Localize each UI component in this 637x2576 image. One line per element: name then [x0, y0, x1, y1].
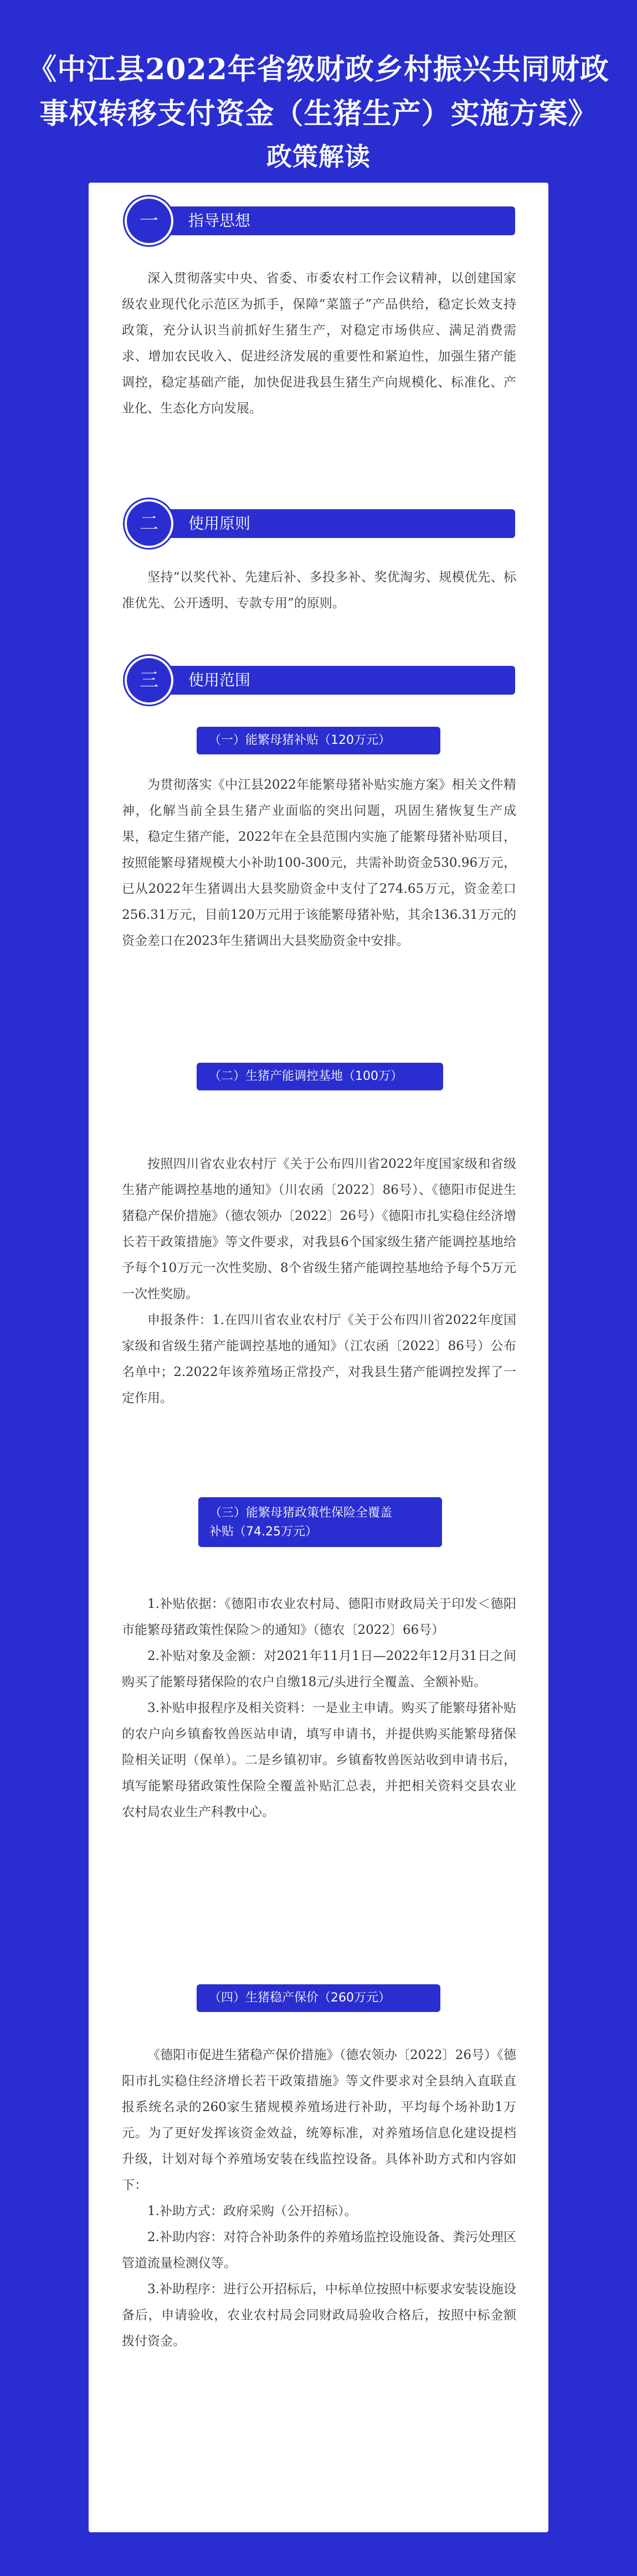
paragraph: 申报条件：1.在四川省农业农村厅《关于公布四川省2022年度国家级和省级生猪产能调控基地的通知》（江农函〔2022〕86号）公布名单中；2.2022年该养殖场正常投产，对我县生猪产能调控发挥了一定作用。 [122, 1313, 516, 1405]
subsection-title-capacity-base: （二）生猪产能调控基地（100万） [197, 1063, 443, 1090]
section-title: 使用原则 [155, 509, 515, 538]
title-line-1: 《中江县2022年省级财政乡村振兴共同财政 [28, 53, 609, 86]
subsection-1-body [122, 772, 516, 954]
section-2-body [122, 565, 516, 617]
section-number-badge: 二 [125, 499, 173, 548]
paragraph: 深入贯彻落实中央、省委、市委农村工作会议精神，以创建国家级农业现代化示范区为抓手，保障“菜篮子”产品供给，稳定长效支持政策，充分认识当前抓好生猪生产，对稳定市场供应、满足消费需求、增加农民收入、促进经济发展的重要性和紧迫性，加强生猪产能调控，稳定基础产能，加快促进我县生猪生产向规模化、标准化、产业化、生态化方向发展。 [122, 271, 516, 416]
paragraph: 2.补贴对象及金额：对2021年11月1日—2022年12月31日之间购买了能繁母猪保险的农户自缴18元/头进行全覆盖、全额补贴。 [122, 1649, 516, 1689]
page-header [0, 0, 637, 172]
section-heading-principles [125, 499, 548, 549]
section-number-badge: 三 [125, 656, 173, 705]
subsection-3-body [122, 1591, 516, 1825]
title-line-3: 政策解读 [266, 142, 371, 172]
paragraph: 按照四川省农业农村厅《关于公布四川省2022年度国家级和省级生猪产能调控基地的通知》（川农函〔2022〕86号）、《德阳市促进生猪稳产保价措施》（德农领办〔2022〕26号）《德阳市扎实稳住经济增长若干政策措施》等文件要求，对我县6个国家级生猪产能调控基地给予每个10万元一次性奖励、8个省级生猪产能调控基地给予每个5万元一次性奖励。 [122, 1157, 516, 1301]
paragraph: 3.补贴申报程序及相关资料：一是业主申请。购买了能繁母猪补贴的农户向乡镇畜牧兽医站申请，填写申请书，并提供购买能繁母猪保险相关证明（保单）。二是乡镇初审。乡镇畜牧兽医站收到申请书后，填写能繁母猪政策性保险全覆盖补贴汇总表，并把相关资料交县农业农村局农业生产科教中心。 [122, 1701, 516, 1819]
paragraph: 为贯彻落实《中江县2022年能繁母猪补贴实施方案》相关文件精神，化解当前全县生猪产业面临的突出问题，巩固生猪恢复生产成果，稳定生猪产能，2022年在全县范围内实施了能繁母猪补贴项目，按照能繁母猪规模大小补助100-300元，共需补助资金530.96万元，已从2022年生猪调出大县奖励资金中支付了274.65万元，资金差口256.31万元，目前120万元用于该能繁母猪补贴，其余136.31万元的资金差口在2023年生猪调出大县奖励资金中安排。 [122, 778, 516, 948]
paragraph: 坚持“以奖代补、先建后补、多投多补、奖优淘劣、规模优先、标准优先、公开透明、专款专用”的原则。 [122, 570, 516, 611]
subsection-4-body [122, 2042, 516, 2355]
subsection-title-stable-production: （四）生猪稳产保价（260万元） [197, 1984, 440, 2012]
section-heading-guiding-ideology [125, 196, 548, 246]
section-title: 指导思想 [155, 206, 515, 235]
paragraph: 2.补助内容：对符合补助条件的养殖场监控设施设备、粪污处理区管道流量检测仪等。 [122, 2230, 516, 2270]
section-title: 使用范围 [155, 666, 515, 695]
subsection-title-insurance-subsidy [198, 1497, 442, 1547]
section-number-badge: 一 [125, 196, 173, 245]
subsection-title-line-2: 补贴（74.25万元） [209, 1525, 317, 1539]
section-1-body [122, 266, 516, 422]
paragraph: 1.补贴依据：《德阳市农业农村局、德阳市财政局关于印发＜德阳市能繁母猪政策性保险＞的通知》（德农〔2022〕66号） [122, 1597, 516, 1637]
subsection-title-line-1: （三）能繁母猪政策性保险全覆盖 [209, 1506, 393, 1520]
paragraph: 1.补助方式：政府采购（公开招标）。 [147, 2204, 357, 2218]
paragraph: 《德阳市促进生猪稳产保价措施》（德农领办〔2022〕26号）《德阳市扎实稳住经济增长若干政策措施》等文件要求对全县纳入直联直报系统名录的260家生猪规模养殖场进行补助，平均每个场补助1万元。为了更好发挥该资金效益，统筹标准，对养殖场信息化建设提档升级，计划对每个养殖场安装在线监控设备。具体补助方式和内容如下： [122, 2048, 516, 2192]
title-line-2: 事权转移支付资金（生猪生产）实施方案》 [39, 97, 598, 131]
section-heading-scope [125, 656, 548, 706]
paragraph: 3.补助程序：进行公开招标后，中标单位按照中标要求安装设施设备后，申请验收，农业农村局会同财政局验收合格后，按照中标金额拨付资金。 [122, 2282, 516, 2349]
content-card [89, 183, 548, 2532]
subsection-2-body [122, 1151, 516, 1411]
subsection-title-sow-subsidy: （一）能繁母猪补贴（120万元） [197, 727, 440, 754]
